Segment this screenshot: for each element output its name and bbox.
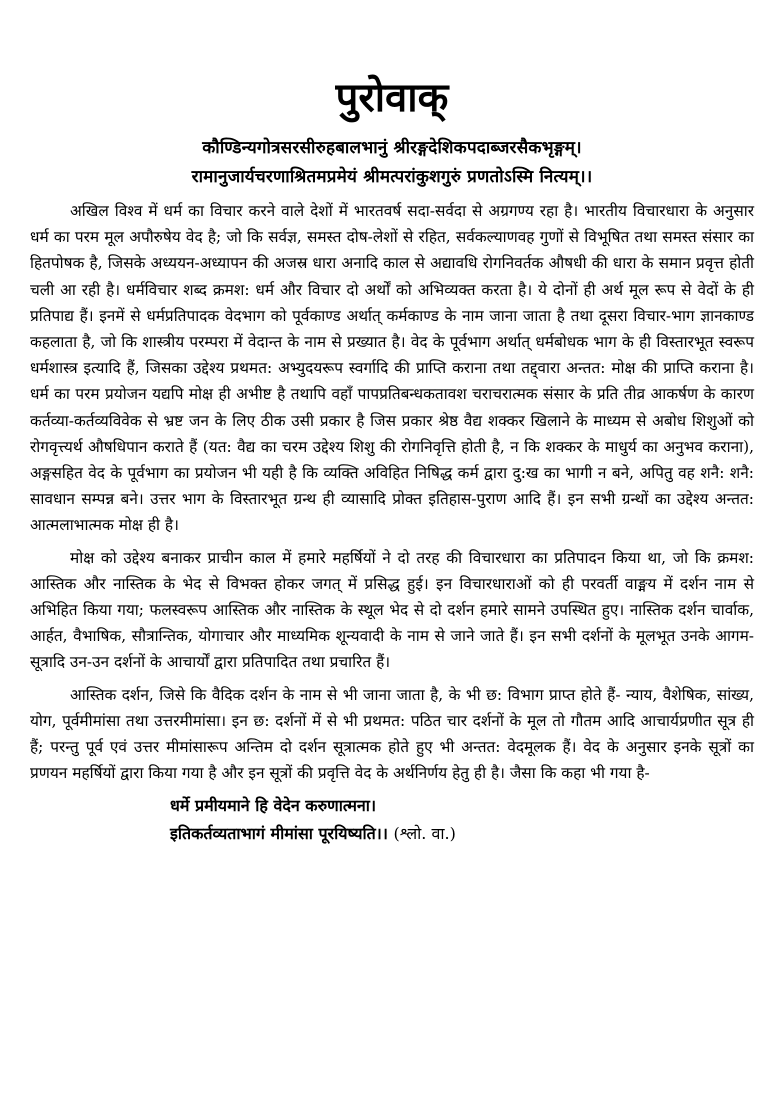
verse-citation: (श्लो. वा.) <box>393 824 456 844</box>
closing-verse-line-2 <box>170 820 754 848</box>
paragraph-1: अखिल विश्व में धर्म का विचार करने वाले देशों में भारतवर्ष सदा-सर्वदा से अग्रगण्य रहा है। भारतीय विचारधारा के अनुसार धर्म का परम मूल अपौरुषेय वेद है; जो कि सर्वज्ञ, समस्त दोष-लेशों से रहित, सर्वकल्याणवह गुणों से विभूषित तथा समस्त संसार का हितपोषक है, जिसके अध्ययन-अध्यापन की अजस्र धारा अनादि काल से अद्यावधि रोगनिवर्तक औषधी की धारा के समान प्रवृत्त होती चली आ रही है। धर्मविचार शब्द क्रमश: धर्म और विचार दो अर्थों को अभिव्यक्त करता है। ये दोनों ही अर्थ मूल रूप से वेदों के ही प्रतिपाद्य हैं। इनमें से धर्मप्रतिपादक वेदभाग को पूर्वकाण्ड अर्थात् कर्मकाण्ड के नाम जाना जाता है तथा दूसरा विचार-भाग ज्ञानकाण्ड कहलाता है, जो कि शास्त्रीय परम्परा में वेदान्त के नाम से प्रख्यात है। वेद के पूर्वभाग अर्थात् धर्मबोधक भाग के ही विस्तारभूत स्वरूप धर्मशास्त्र इत्यादि हैं, जिसका उद्देश्य प्रथमत: अभ्युदयरूप स्वर्गादि की प्राप्ति कराना तथा तद्द्वारा अन्तत: मोक्ष की प्राप्ति कराना है। धर्म का परम प्रयोजन यद्यपि मोक्ष ही अभीष्ट है तथापि वहाँ पापप्रतिबन्धकतावश चराचरात्मक संसार के प्रति तीव्र आकर्षण के कारण कर्तव्या-कर्तव्यविवेक से भ्रष्ट जन के लिए ठीक उसी प्रकार है जिस प्रकार श्रेष्ठ वैद्य शक्कर खिलाने के माध्यम से अबोध शिशुओं को रोगवृत्त्यर्थ औषधिपान कराते हैं (यत: वैद्य का चरम उद्देश्य शिशु की रोगनिवृत्ति होती है, न कि शक्कर के माधुर्य का अनुभव कराना), अङ्गसहित वेद के पूर्वभाग का प्रयोजन भी यही है कि व्यक्ति अविहित निषिद्ध कर्म द्वारा दु:ख का भागी न बने, अपितु वह शनै: शनै: सावधान सम्पन्न बने। उत्तर भाग के विस्तारभूत ग्रन्थ ही व्यासादि प्रोक्त इतिहास-पुराण आदि हैं। इन सभी ग्रन्थों का उद्देश्य अन्तत: आत्मलाभात्मक मोक्ष ही है। <box>30 202 754 535</box>
opening-verse-line-2: रामानुजार्यचरणाश्रितमप्रमेयं श्रीमत्परांकुशगुरुं प्रणतोऽस्मि नित्यम्।। <box>191 167 593 187</box>
paragraph-2: मोक्ष को उद्देश्य बनाकर प्राचीन काल में हमारे महर्षियों ने दो तरह की विचारधारा का प्रतिपादन किया था, जो कि क्रमश: आस्तिक और नास्तिक के भेद से विभक्त होकर जगत् में प्रसिद्ध हुई। इन विचारधाराओं को ही परवर्ती वाङ्मय में दर्शन नाम से अभिहित किया गया; फलस्वरूप आस्तिक और नास्तिक के स्थूल भेद से दो दर्शन हमारे सामने उपस्थित हुए। नास्तिक दर्शन चार्वाक, आर्हत, वैभाषिक, सौत्रान्तिक, योगाचार और माध्यमिक शून्यवादी के नाम से जाने जाते हैं। इन सभी दर्शनों के मूलभूत उनके आगम-सूत्रादि उन-उन दर्शनों के आचार्यों द्वारा प्रतिपादित तथा प्रचारित हैं। <box>30 548 754 672</box>
closing-verse-line-2-text: इतिकर्तव्यताभागं मीमांसा पूरयिष्यति।। <box>170 824 388 844</box>
closing-verse-line-1: धर्मे प्रमीयमाने हि वेदेन करुणात्मना। <box>170 796 377 816</box>
opening-verse-line-1: कौण्डिन्यगोत्रसरसीरुहबालभानुं श्रीरङ्गदेशिकपदाब्जरसैकभृङ्गम्। <box>202 138 582 158</box>
closing-verse <box>170 792 754 848</box>
opening-verse <box>30 134 754 192</box>
page-title: पुरोवाक् <box>335 75 449 121</box>
paragraph-3: आस्तिक दर्शन, जिसे कि वैदिक दर्शन के नाम से भी जाना जाता है, के भी छ: विभाग प्राप्त होते हैं- न्याय, वैशेषिक, सांख्य, योग, पूर्वमीमांसा तथा उत्तरमीमांसा। इन छ: दर्शनों में से भी प्रथमत: पठित चार दर्शनों के मूल तो गौतम आदि आचार्यप्रणीत सूत्र ही हैं; परन्तु पूर्व एवं उत्तर मीमांसारूप अन्तिम दो दर्शन सूत्रात्मक होते हुए भी अन्तत: वेदमूलक हैं। वेद के अनुसार इनके सूत्रों का प्रणयन महर्षियों द्वारा किया गया है और इन सूत्रों की प्रवृत्ति वेद के अर्थनिर्णय हेतु ही है। जैसा कि कहा भी गया है- <box>30 685 754 783</box>
